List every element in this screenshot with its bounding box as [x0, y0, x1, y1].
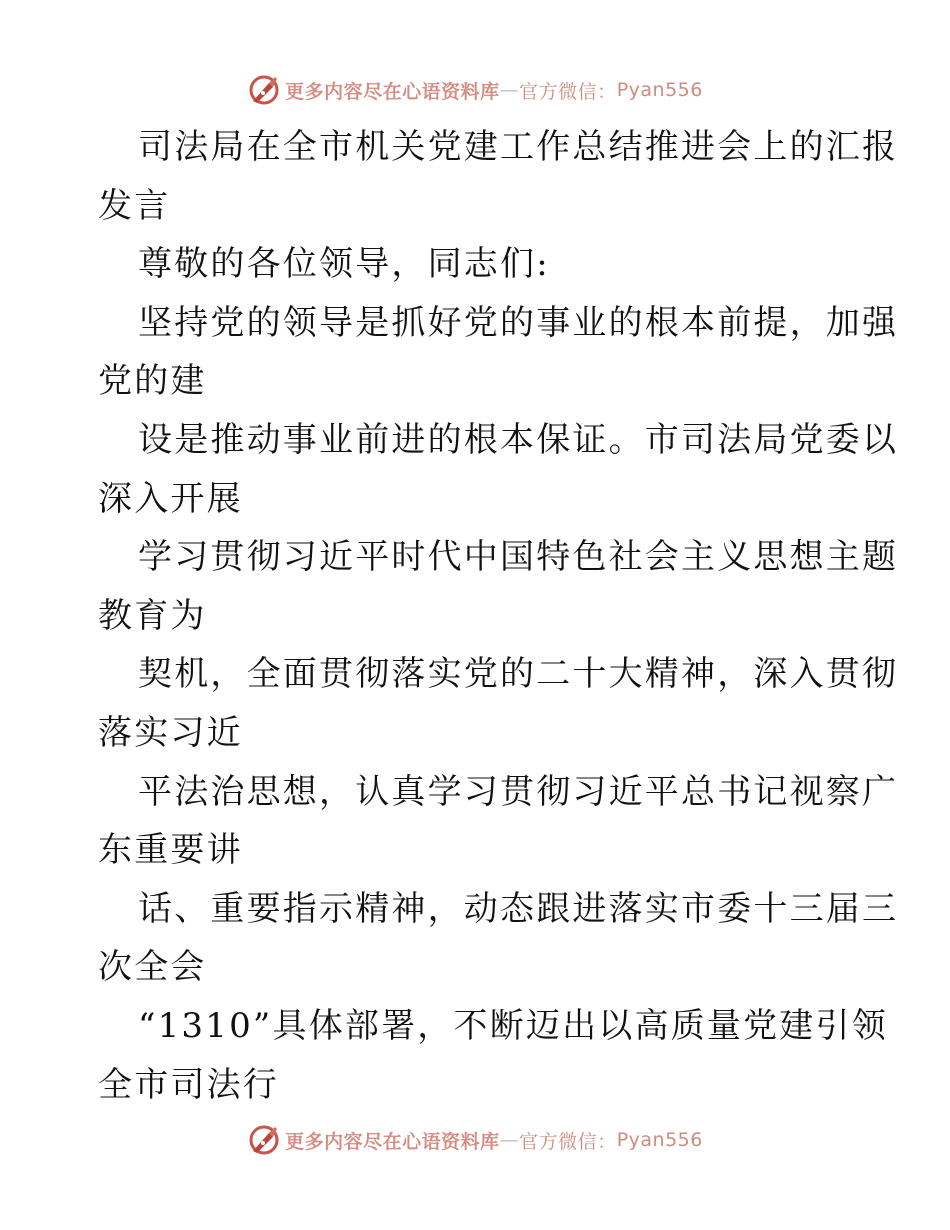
paragraph-line: 话、重要指示精神，动态跟进落实市委十三届三 — [138, 888, 899, 929]
banner-brand-text: 更多内容尽在心语资料库 — [285, 80, 500, 103]
paragraph-line: 坚持党的领导是抓好党的事业的根本前提，加强 — [138, 302, 899, 343]
paragraph-line: 全市司法行 — [98, 1064, 279, 1105]
pen-nib-logo-icon — [247, 73, 281, 107]
paragraph-line: 落实习近 — [98, 712, 243, 753]
banner-wechat-label: 官方微信： — [519, 80, 617, 103]
paragraph-line: 教育为 — [98, 595, 207, 636]
paragraph-line: 平法治思想，认真学习贯彻习近平总书记视察广 — [138, 771, 899, 812]
salutation: 尊敬的各位领导，同志们: — [138, 244, 550, 285]
banner-wechat-id: Pyan556 — [616, 1129, 703, 1151]
paragraph-line: 党的建 — [98, 361, 207, 402]
paragraph-line: 东重要讲 — [98, 830, 243, 871]
header-banner — [0, 70, 950, 110]
banner-wechat-id: Pyan556 — [616, 79, 703, 101]
footer-banner — [0, 1120, 950, 1160]
banner-separator: — — [499, 1129, 520, 1151]
banner-wechat-label: 官方微信： — [519, 1130, 617, 1153]
document-title-line-1: 司法局在全市机关党建工作总结推进会上的汇报 — [138, 127, 899, 167]
paragraph-line: “1310”具体部署，不断迈出以高质量党建引领 — [138, 1005, 888, 1046]
paragraph-line: 学习贯彻习近平时代中国特色社会主义思想主题 — [138, 537, 899, 578]
paragraph-line: 设是推动事业前进的根本保证。市司法局党委以 — [138, 419, 899, 460]
paragraph-line: 深入开展 — [98, 478, 243, 519]
pen-nib-logo-icon — [247, 1123, 281, 1157]
banner-separator: — — [499, 79, 520, 101]
banner-brand-text: 更多内容尽在心语资料库 — [285, 1130, 500, 1153]
paragraph-line: 契机，全面贯彻落实党的二十大精神，深入贯彻 — [138, 654, 899, 695]
paragraph-line: 次全会 — [98, 947, 207, 988]
document-body — [98, 118, 899, 1114]
document-title-line-2: 发言 — [98, 185, 171, 226]
